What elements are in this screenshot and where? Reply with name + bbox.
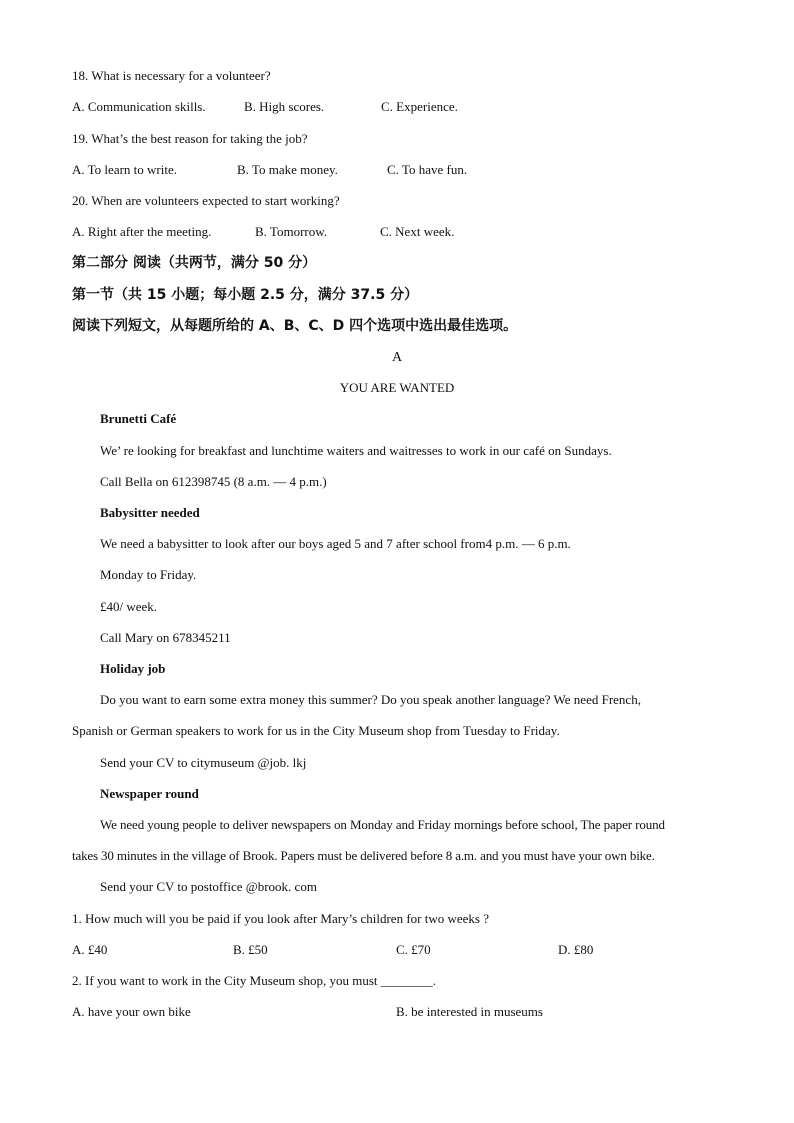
babysitter-heading: Babysitter needed [100,505,200,520]
question-19: 19. What’s the best reason for taking the job? [72,131,308,146]
q1-option-d: D. £80 [558,942,594,957]
newspaper-text-2: takes 30 minutes in the village of Brook. Papers must be delivered before 8 a.m. and you must have your own bike. [72,848,655,863]
q18-option-a: A. Communication skills. [72,99,206,114]
cafe-heading: Brunetti Café [100,411,177,426]
q18-option-b: B. High scores. [244,99,325,114]
q19-option-a: A. To learn to write. [72,162,177,177]
passage-title: YOU ARE WANTED [339,380,455,395]
babysitter-contact: Call Mary on 678345211 [100,630,231,645]
newspaper-heading: Newspaper round [100,786,199,801]
part-title: 第二部分 阅读（共两节，满分 50 分） [72,255,317,271]
passage-letter: A [391,350,403,365]
holiday-heading: Holiday job [100,661,166,676]
cafe-text: We’ re looking for breakfast and lunchtime waiters and waitresses to work in our café on Sundays. [100,443,612,458]
q20-option-b: B. Tomorrow. [255,224,328,239]
q18-option-c: C. Experience. [381,99,458,114]
question-2: 2. If you want to work in the City Museum shop, you must ________. [72,973,436,988]
q20-option-c: C. Next week. [380,224,455,239]
question-20: 20. When are volunteers expected to start working? [72,193,340,208]
q1-option-a: A. £40 [72,942,108,957]
newspaper-contact: Send your CV to postoffice @brook. com [100,879,317,894]
holiday-text-2: Spanish or German speakers to work for us in the City Museum shop from Tuesday to Friday. [72,723,560,738]
babysitter-pay: £40/ week. [100,599,158,614]
q2-option-b: B. be interested in museums [396,1004,543,1019]
q2-option-a: A. have your own bike [72,1004,191,1019]
q1-option-c: C. £70 [396,942,431,957]
subsection-title: 第一节（共 15 小题；每小题 2.5 分，满分 37.5 分） [72,287,419,303]
babysitter-text: We need a babysitter to look after our boys aged 5 and 7 after school from4 p.m. — 6 p.m. [100,536,571,551]
newspaper-text-1: We need young people to deliver newspapers on Monday and Friday mornings before school, The paper round [100,817,665,832]
instruction-text: 阅读下列短文，从每题所给的 A、B、C、D 四个选项中选出最佳选项。 [72,318,518,334]
q19-option-b: B. To make money. [237,162,338,177]
cafe-contact: Call Bella on 612398745 (8 a.m. — 4 p.m.) [100,474,327,489]
q1-option-b: B. £50 [233,942,268,957]
question-1: 1. How much will you be paid if you look after Mary’s children for two weeks ? [72,911,489,926]
babysitter-days: Monday to Friday. [100,567,197,582]
holiday-contact: Send your CV to citymuseum @job. lkj [100,755,307,770]
q20-option-a: A. Right after the meeting. [72,224,212,239]
holiday-text-1: Do you want to earn some extra money this summer? Do you speak another language? We need French, [100,692,641,707]
q19-option-c: C. To have fun. [387,162,468,177]
question-18: 18. What is necessary for a volunteer? [72,68,271,83]
